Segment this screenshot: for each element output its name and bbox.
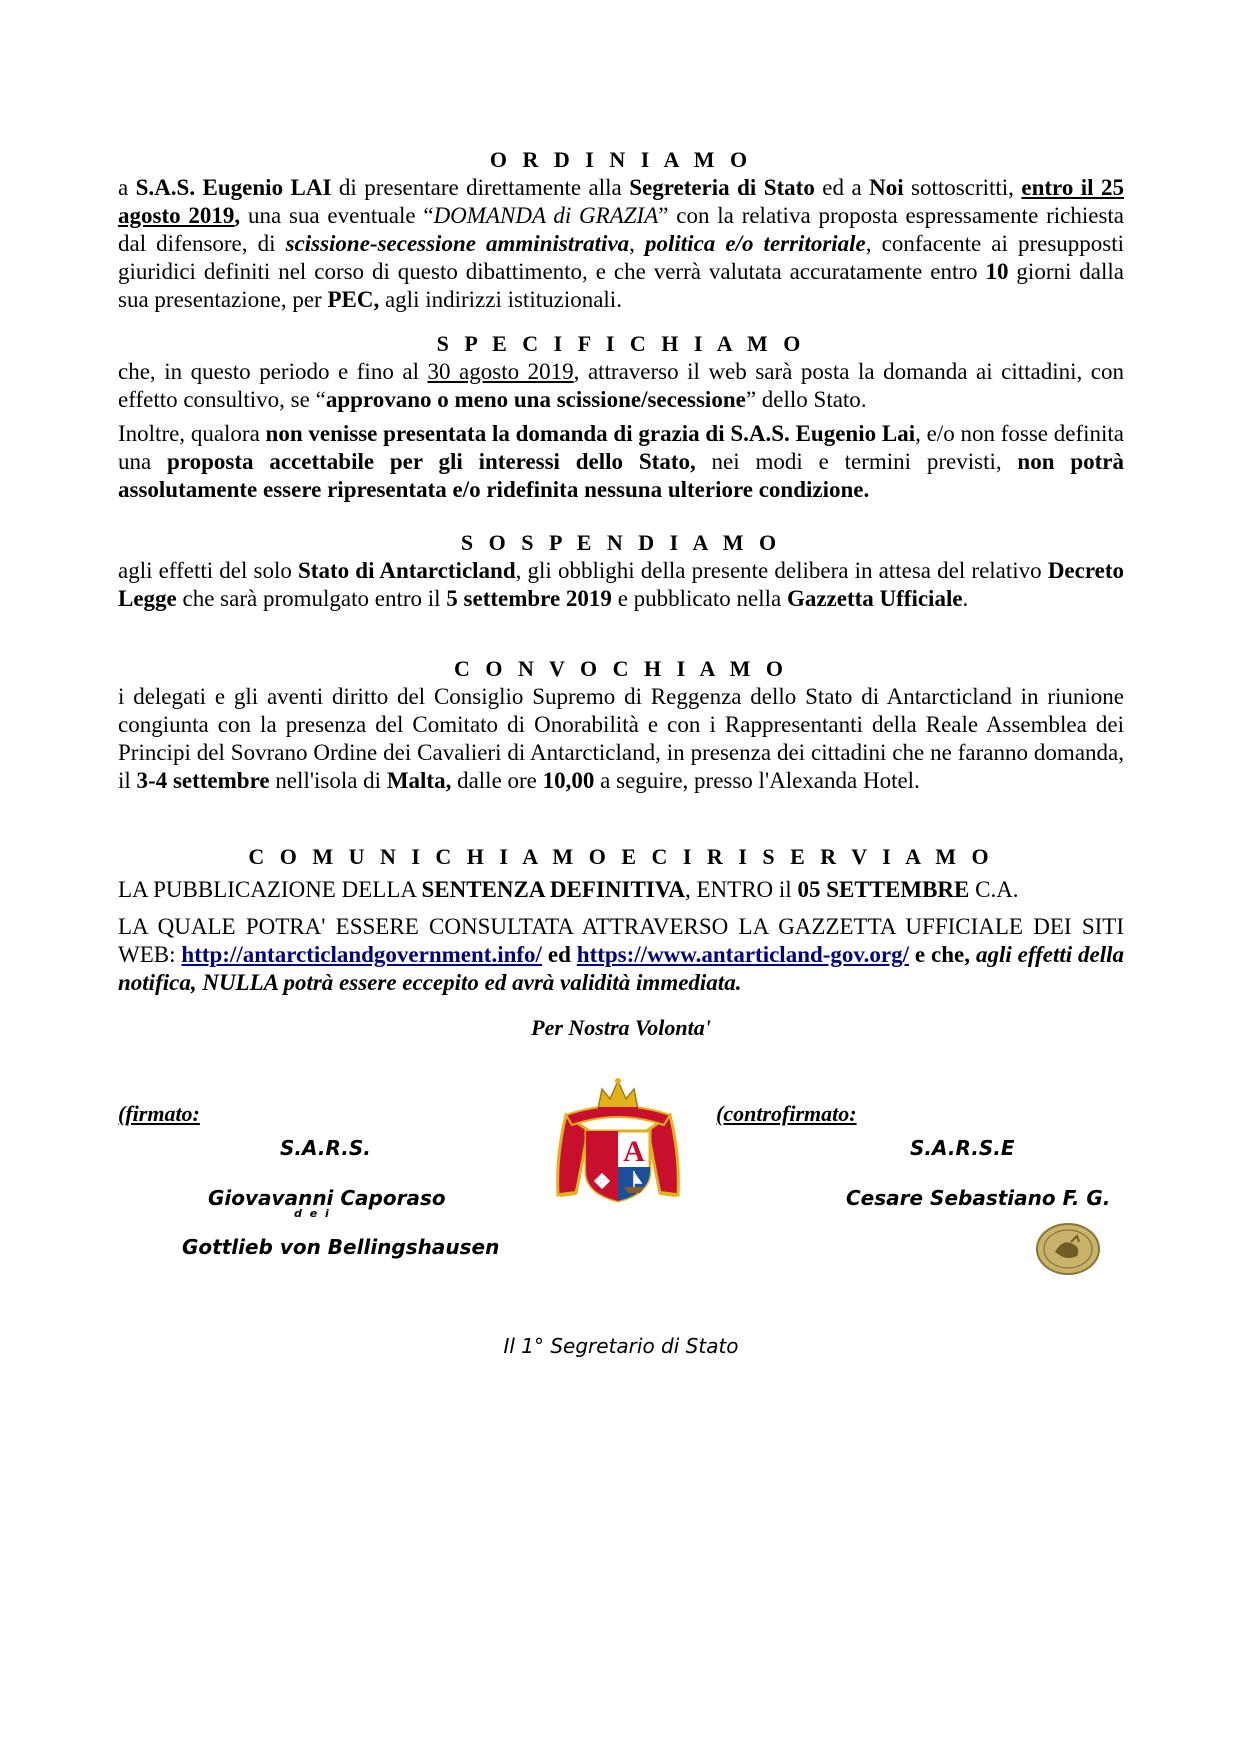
gazette-link-2[interactable]: https://www.antarticland-gov.org/: [576, 942, 910, 967]
countersigned-label: (controfirmato:: [716, 1101, 857, 1126]
svg-text:A: A: [623, 1135, 645, 1168]
left-signer-name: Giovavanni Caporaso: [208, 1186, 446, 1210]
gazette-link-1[interactable]: http://antarcticlandgovernment.info/: [181, 942, 542, 967]
left-signer-surname: Gottlieb von Bellingshausen: [182, 1235, 500, 1259]
wax-seal-icon: [1035, 1222, 1101, 1276]
sospendiamo-paragraph: agli effetti del solo Stato di Antarcticland, gli obblighi della presente delibera in attesa del relativo Decreto Legge che sarà promulgato entro il 5 settembre 2019 e pubblicato nella Gazzetta Ufficiale.: [118, 558, 1124, 611]
closing-formula: Per Nostra Volonta': [531, 1015, 711, 1040]
right-signer-name: Cesare Sebastiano F. G.: [846, 1186, 1111, 1210]
convochiamo-paragraph: i delegati e gli aventi diritto del Consiglio Supremo di Reggenza dello Stato di Antarcticland in riunione congiunta con la presenza del Comitato di Onorabilità e con i Rappresentanti della Reale Assemblea dei Principi del Sovrano Ordine dei Cavalieri di Antarcticland, in presenza dei cittadini che ne faranno domanda, il 3-4 settembre nell'isola di Malta, dalle ore 10,00 a seguire, presso l'Alexanda Hotel.: [118, 684, 1124, 793]
heading-convochiamo: C O N V O C H I A M O: [454, 656, 788, 681]
left-signer-title: S.A.R.S.: [280, 1136, 371, 1160]
heading-specifichiamo: S P E C I F I C H I A M O: [436, 331, 806, 356]
signed-label: (firmato:: [118, 1101, 200, 1126]
left-signer-dei: d e i: [294, 1207, 331, 1220]
footer-secretary: Il 1° Segretario di Stato: [503, 1334, 739, 1358]
heading-comunichiamo: C O M U N I C H I A M O E C I R I S E R V I A M O: [248, 844, 994, 869]
comunichiamo-paragraph: LA PUBBLICAZIONE DELLA SENTENZA DEFINITIVA, ENTRO il 05 SETTEMBRE C.A. LA QUALE POTRA' ESSERE CONSULTATA ATTRAVERSO LA GAZZETTA UFFICIALE DEI SITI WEB: http://antarcticlandgovernment.info/ ed https://www.antarticland-gov.org/ e che, agli effetti della notifica, NULLA potrà essere eccepito ed avrà validità immediata.: [118, 877, 1125, 995]
specifichiamo-paragraph: che, in questo periodo e fino al 30 agosto 2019, attraverso il web sarà posta la domanda ai cittadini, con effetto consultivo, se “approvano o meno una scissione/secessione” dello Stato. Inoltre, qualora non venisse presentata la domanda di grazia di S.A.S. Eugenio Lai, e/o non fosse definita una proposta accettabile per gli interessi dello Stato, nei modi e termini previsti, non potrà assolutamente essere ripresentata e/o ridefinita nessuna ulteriore condizione.: [118, 359, 1124, 502]
coat-of-arms-emblem: [548, 1075, 688, 1210]
ordiniamo-paragraph: a S.A.S. Eugenio LAI di presentare direttamente alla Segreteria di Stato ed a Noi sottoscritti, entro il 25 agosto 2019, una sua eventuale “DOMANDA di GRAZIA” con la relativa proposta espressamente richiesta dal difensore, di scissione-secessione amministrativa, politica e/o territoriale, confacente ai presupposti giuridici definiti nel corso di questo dibattimento, e che verrà valutata accuratamente entro 10 giorni dalla sua presentazione, per PEC, agli indirizzi istituzionali.: [118, 175, 1125, 312]
right-signer-title: S.A.R.S.E: [910, 1136, 1015, 1160]
heading-sospendiamo: S O S P E N D I A M O: [460, 530, 782, 555]
heading-ordiniamo: O R D I N I A M O: [489, 147, 753, 172]
